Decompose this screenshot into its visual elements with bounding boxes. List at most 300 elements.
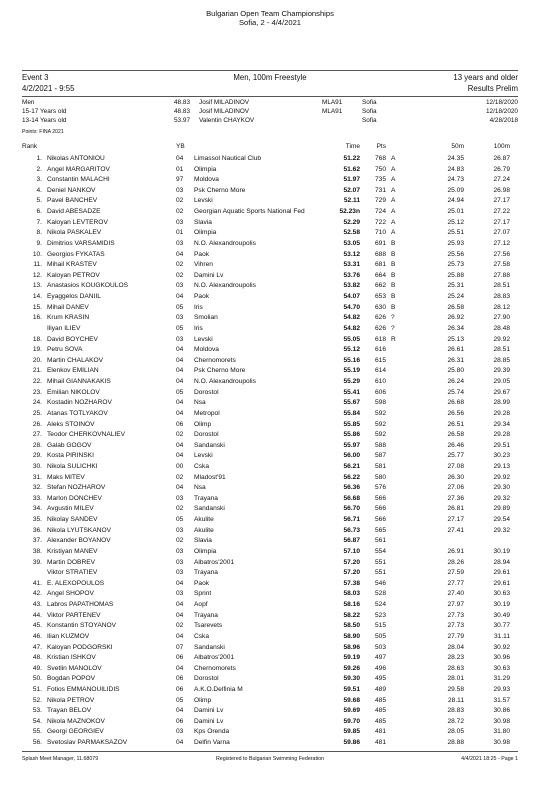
result-row	[0, 697, 540, 707]
result-split-100m: 28.51	[493, 346, 510, 354]
results-column-headers	[0, 143, 540, 153]
meet-subtitle: Sofia, 2 - 4/4/2021	[238, 18, 302, 27]
result-row	[0, 389, 540, 399]
result-row	[0, 357, 540, 367]
result-rank: 12.	[32, 271, 42, 279]
result-name: Kaloyan LEVTEROV	[47, 218, 108, 226]
result-row	[0, 229, 540, 239]
result-name: Mihail KRASTEV	[47, 261, 97, 269]
result-qualifier: A	[391, 176, 396, 184]
result-time: 55.86	[343, 431, 360, 439]
result-split-100m: 29.05	[493, 378, 510, 386]
result-name: Angel MARGARITOV	[47, 165, 110, 173]
result-rank: 46.	[32, 632, 42, 640]
result-split-50m: 26.51	[447, 420, 464, 428]
result-club: Akulite	[194, 526, 214, 534]
result-split-100m: 28.48	[493, 324, 510, 332]
result-club: N.O. Alexandroupolis	[194, 239, 256, 247]
result-name: Svetoslav PARMAKSAZOV	[47, 739, 128, 747]
result-row	[0, 654, 540, 664]
result-time: 58.90	[343, 632, 360, 640]
result-name: Nikola SULICHKI	[47, 462, 98, 470]
record-time: 48.83	[174, 108, 190, 115]
result-row	[0, 548, 540, 558]
result-rank: 39.	[32, 558, 42, 566]
result-row	[0, 336, 540, 346]
result-name: Viktor PARTENEV	[47, 611, 101, 619]
result-qualifier: B	[391, 271, 396, 279]
result-yb: 03	[176, 335, 184, 343]
result-name: Emilian NIKOLOV	[47, 388, 100, 396]
result-row	[0, 728, 540, 738]
result-points: 515	[374, 622, 386, 630]
result-split-100m: 28.99	[493, 399, 510, 407]
result-rank: 35.	[32, 516, 42, 524]
result-points: 565	[374, 526, 386, 534]
result-split-50m: 29.58	[447, 686, 464, 693]
result-yb: 02	[176, 622, 184, 630]
result-club: Olimpia	[194, 165, 217, 173]
footer-software: Splash Meet Manager, 11.68079	[22, 756, 99, 762]
result-yb: 02	[176, 431, 184, 439]
result-points: 503	[374, 643, 386, 651]
result-yb: 04	[176, 399, 184, 407]
result-points: 615	[374, 356, 386, 364]
result-yb: 04	[176, 409, 184, 417]
result-split-100m: 29.39	[493, 367, 510, 375]
result-yb: 03	[176, 186, 184, 194]
result-split-100m: 29.28	[493, 409, 510, 417]
result-split-100m: 30.96	[493, 654, 510, 662]
result-club: Nsa	[194, 484, 206, 492]
result-time: 57.10	[343, 547, 360, 555]
result-qualifier: B	[391, 293, 396, 301]
result-club: Akulite	[194, 516, 214, 524]
result-rank: 53.	[32, 707, 42, 715]
result-split-50m: 26.91	[447, 547, 464, 555]
result-row	[0, 559, 540, 569]
result-split-50m: 28.05	[447, 728, 464, 736]
record-date: 12/18/2020	[486, 99, 518, 106]
result-time: 51.97	[343, 176, 360, 184]
result-row	[0, 665, 540, 675]
result-rank: 6.	[36, 208, 42, 216]
result-club: Tsarevets	[194, 622, 223, 630]
result-rank: 33.	[32, 494, 42, 502]
result-points: 606	[374, 388, 386, 396]
result-points: 497	[374, 654, 386, 662]
result-points: 495	[374, 675, 386, 683]
result-split-50m: 28.01	[447, 675, 464, 683]
result-yb: 04	[176, 707, 184, 715]
result-rank: 8.	[36, 229, 42, 237]
record-time: 53.97	[174, 117, 190, 124]
result-club: Paok	[194, 293, 210, 301]
result-club: Levski	[194, 197, 213, 205]
result-name: Nikola PETROV	[47, 696, 95, 704]
result-yb: 04	[176, 611, 184, 619]
record-time: 48.83	[174, 99, 190, 106]
result-club: Olimpia	[194, 547, 217, 555]
col-50m: 50m	[451, 143, 464, 150]
result-time: 53.12	[343, 250, 360, 258]
event-description: Men, 100m Freestyle	[233, 73, 307, 82]
result-split-100m: 29.34	[493, 420, 510, 428]
result-split-50m: 25.51	[447, 229, 464, 237]
result-points: 688	[374, 250, 386, 258]
result-row	[0, 261, 540, 271]
result-row	[0, 644, 540, 654]
result-split-50m: 26.34	[447, 324, 464, 332]
result-club: Smolian	[194, 314, 218, 322]
result-points: 551	[374, 558, 386, 566]
result-club: Olimp	[194, 696, 212, 704]
result-time: 56.21	[343, 462, 360, 470]
result-time: 59.68	[343, 696, 360, 704]
result-yb: 02	[176, 537, 184, 545]
result-time: 51.62	[343, 165, 360, 173]
record-city: Sofia	[362, 117, 377, 124]
result-rank: 25.	[32, 409, 42, 417]
result-yb: 07	[176, 643, 184, 651]
result-split-50m: 27.41	[447, 526, 464, 534]
result-time: 59.26	[343, 664, 360, 672]
result-club: Iris	[194, 324, 203, 332]
result-split-100m: 26.79	[493, 165, 510, 173]
result-split-50m: 28.88	[447, 739, 464, 747]
result-rank: 49.	[32, 664, 42, 672]
result-club: Moldova	[194, 176, 219, 184]
result-yb: 03	[176, 569, 184, 577]
result-points: 653	[374, 293, 386, 301]
result-qualifier: B	[391, 282, 396, 290]
result-row	[0, 282, 540, 292]
result-yb: 01	[176, 165, 184, 173]
result-yb: 04	[176, 441, 184, 449]
result-points: 524	[374, 601, 386, 609]
result-split-50m: 26.81	[447, 505, 464, 513]
result-club: Vihren	[194, 261, 213, 269]
result-row	[0, 166, 540, 176]
result-club: Sandanski	[194, 505, 225, 513]
result-type: Results Prelim	[467, 84, 518, 93]
result-split-100m: 27.12	[493, 239, 510, 247]
result-split-50m: 27.17	[447, 516, 464, 524]
result-time: 52.29	[343, 218, 360, 226]
result-club: Sprint	[194, 590, 212, 598]
result-yb: 04	[176, 664, 184, 672]
result-name: Deniel NANKOV	[47, 186, 96, 194]
result-yb: 05	[176, 324, 184, 332]
result-name: Kaloyan PETROV	[47, 271, 100, 279]
result-time: 55.41	[343, 388, 360, 396]
result-club: Sandanski	[194, 441, 225, 449]
result-row	[0, 527, 540, 537]
result-points: 485	[374, 696, 386, 704]
result-club: Georgian Aquatic Sports National Fed	[194, 208, 305, 216]
result-points: 691	[374, 239, 386, 247]
divider-footer	[22, 751, 518, 752]
record-city: Sofia	[362, 99, 377, 106]
result-split-100m: 29.61	[493, 569, 510, 577]
result-yb: 03	[176, 282, 184, 290]
result-qualifier: ?	[391, 324, 395, 332]
result-points: 551	[374, 569, 386, 577]
result-split-100m: 29.61	[493, 579, 510, 587]
result-split-50m: 27.79	[447, 632, 464, 640]
result-points: 630	[374, 303, 386, 311]
result-split-50m: 26.58	[447, 431, 464, 439]
result-split-100m: 27.90	[493, 314, 510, 322]
result-yb: 03	[176, 314, 184, 322]
result-split-100m: 31.80	[493, 728, 510, 736]
result-split-100m: 27.17	[493, 197, 510, 205]
result-yb: 02	[176, 197, 184, 205]
result-rank: 55.	[32, 728, 42, 736]
result-qualifier: B	[391, 239, 396, 247]
result-row	[0, 421, 540, 431]
result-name: Petru SOVA	[47, 346, 83, 354]
result-yb: 04	[176, 601, 184, 609]
result-time: 51.22	[343, 155, 360, 162]
result-row	[0, 739, 540, 749]
col-yb: YB	[176, 143, 185, 150]
result-name: Dimitrios VARSAMIDIS	[47, 239, 115, 247]
result-row	[0, 601, 540, 611]
result-rank: 11.	[33, 261, 42, 269]
result-club: Olimp	[194, 420, 212, 428]
result-split-50m: 24.35	[447, 155, 464, 162]
result-rank: 48.	[32, 654, 42, 662]
result-split-100m: 28.85	[493, 356, 510, 364]
result-yb: 04	[176, 484, 184, 492]
result-split-50m: 24.83	[447, 165, 464, 173]
result-points: 610	[374, 378, 386, 386]
result-rank: 47.	[32, 643, 42, 651]
result-row	[0, 155, 540, 165]
result-qualifier: A	[391, 208, 396, 216]
result-points: 710	[374, 229, 386, 237]
result-name: Trayan BELOV	[47, 707, 92, 715]
result-club: Mladost'91	[194, 473, 226, 481]
result-split-100m: 30.77	[493, 622, 510, 630]
result-club: Cska	[194, 462, 210, 470]
result-row	[0, 197, 540, 207]
record-date: 12/18/2020	[486, 108, 518, 115]
result-time: 55.29	[343, 378, 360, 386]
result-yb: 04	[176, 155, 184, 162]
result-yb: 06	[176, 717, 184, 725]
result-split-50m: 26.46	[447, 441, 464, 449]
result-club: Cska	[194, 632, 210, 640]
result-row	[0, 569, 540, 579]
result-split-100m: 29.28	[493, 431, 510, 439]
result-club: Psk Cherno More	[194, 186, 246, 194]
result-club: Damini Lv	[194, 717, 224, 725]
result-split-50m: 27.59	[447, 569, 464, 577]
result-name: Pavel BANCHEV	[47, 197, 98, 205]
result-name: Nikola MAZNOKOV	[47, 717, 105, 725]
result-rank: 29.	[32, 452, 42, 460]
result-time: 54.70	[343, 303, 360, 311]
col-time: Time	[345, 143, 360, 150]
result-split-100m: 30.86	[493, 707, 510, 715]
result-time: 54.82	[343, 324, 360, 332]
result-rank: 50.	[32, 675, 42, 683]
result-yb: 03	[176, 494, 184, 502]
result-points: 729	[374, 197, 386, 205]
result-points: 496	[374, 664, 386, 672]
result-club: N.O. Alexandroupolis	[194, 378, 256, 386]
result-split-50m: 27.06	[447, 484, 464, 492]
result-split-100m: 30.63	[493, 664, 510, 672]
result-yb: 04	[176, 739, 184, 747]
result-qualifier: B	[391, 303, 396, 311]
result-points: 592	[374, 420, 386, 428]
result-name: Marlon DONCHEV	[47, 494, 102, 502]
result-time: 58.96	[343, 643, 360, 651]
result-name: Ilian KUZMOV	[47, 632, 90, 640]
result-split-50m: 25.88	[447, 271, 464, 279]
result-name: Angel SHOPOV	[47, 590, 94, 598]
result-rank: 20.	[32, 356, 42, 364]
result-split-50m: 25.74	[447, 388, 464, 396]
result-name: Mihail DANEV	[47, 303, 89, 311]
result-points: 768	[374, 155, 386, 162]
result-split-50m: 28.04	[447, 643, 464, 651]
result-split-100m: 30.92	[493, 643, 510, 651]
result-split-50m: 28.23	[447, 654, 464, 662]
result-name: Constantin MALACHI	[47, 176, 110, 184]
result-points: 618	[374, 335, 386, 343]
result-points: 528	[374, 590, 386, 598]
result-time: 56.68	[343, 494, 360, 502]
record-row	[0, 117, 540, 127]
result-name: Labros PAPATHOMAS	[47, 601, 114, 609]
result-split-50m: 24.94	[447, 197, 464, 205]
result-row	[0, 463, 540, 473]
result-yb: 06	[176, 686, 184, 693]
result-split-100m: 29.92	[493, 335, 510, 343]
result-points: 592	[374, 431, 386, 439]
footer-printed: 4/4/2021 18:25 - Page 1	[461, 756, 518, 762]
result-points: 523	[374, 611, 386, 619]
result-time: 56.22	[343, 473, 360, 481]
result-split-100m: 27.24	[493, 176, 510, 184]
result-name: David ABESADZE	[47, 208, 101, 216]
result-time: 55.19	[343, 367, 360, 375]
result-rank: 43.	[32, 601, 42, 609]
result-points: 626	[374, 324, 386, 332]
result-rank: 41.	[32, 579, 42, 587]
result-rank: 5.	[36, 197, 42, 205]
result-club: Slavia	[194, 537, 212, 545]
result-name: Elenkov EMILIAN	[47, 367, 99, 375]
result-time: 55.16	[343, 356, 360, 364]
result-rank: 7.	[36, 218, 42, 226]
result-split-50m: 25.77	[447, 452, 464, 460]
result-rank: 13.	[32, 282, 42, 290]
result-split-100m: 29.32	[493, 494, 510, 502]
result-yb: 04	[176, 579, 184, 587]
result-row	[0, 580, 540, 590]
result-time: 53.31	[343, 261, 360, 269]
result-row	[0, 633, 540, 643]
result-name: Aleks STOINOV	[47, 420, 95, 428]
result-points: 481	[374, 739, 386, 747]
result-split-100m: 27.58	[493, 261, 510, 269]
result-rank: 24.	[32, 399, 42, 407]
result-time: 59.85	[343, 728, 360, 736]
result-split-100m: 26.87	[493, 155, 510, 162]
result-time: 54.07	[343, 293, 360, 301]
result-row	[0, 240, 540, 250]
result-split-50m: 26.56	[447, 409, 464, 417]
result-row	[0, 293, 540, 303]
result-club: A.K.O.Delfinia M	[194, 686, 243, 693]
result-name: Nikolay SANDEV	[47, 516, 98, 524]
result-club: Levski	[194, 335, 213, 343]
result-club: Delfin Varna	[194, 739, 230, 747]
result-split-50m: 28.83	[447, 707, 464, 715]
result-points: 576	[374, 484, 386, 492]
result-club: Kps Orenda	[194, 728, 230, 736]
result-yb: 04	[176, 346, 184, 354]
result-club: Aopf	[194, 601, 208, 609]
result-split-50m: 25.56	[447, 250, 464, 258]
result-qualifier: A	[391, 155, 396, 162]
result-row	[0, 484, 540, 494]
result-row	[0, 442, 540, 452]
result-time: 59.19	[343, 654, 360, 662]
result-name: Kosta PIRINSKI	[47, 452, 94, 460]
result-time: 53.05	[343, 239, 360, 247]
record-label: Men	[22, 99, 35, 106]
result-rank: 23.	[32, 388, 42, 396]
result-points: 581	[374, 462, 386, 470]
result-split-100m: 29.32	[493, 526, 510, 534]
result-split-50m: 26.30	[447, 473, 464, 481]
result-time: 56.87	[343, 537, 360, 545]
result-split-50m: 27.97	[447, 601, 464, 609]
result-split-100m: 29.92	[493, 473, 510, 481]
result-rank: 22.	[32, 378, 42, 386]
result-club: Damini Lv	[194, 707, 224, 715]
result-rank: 34.	[32, 505, 42, 513]
result-yb: 06	[176, 675, 184, 683]
result-split-50m: 26.24	[447, 378, 464, 386]
result-qualifier: B	[391, 261, 396, 269]
result-split-50m: 25.93	[447, 239, 464, 247]
result-time: 55.12	[343, 346, 360, 354]
result-split-50m: 28.63	[447, 664, 464, 672]
result-row	[0, 219, 540, 229]
result-name: Krum KRASIN	[47, 314, 90, 322]
result-yb: 03	[176, 558, 184, 566]
result-split-50m: 28.11	[447, 696, 464, 704]
result-row	[0, 367, 540, 377]
col-100m: 100m	[493, 143, 510, 150]
result-row	[0, 346, 540, 356]
result-split-50m: 25.31	[447, 282, 464, 290]
result-yb: 05	[176, 303, 184, 311]
result-split-100m: 29.51	[493, 441, 510, 449]
result-yb: 05	[176, 388, 184, 396]
record-label: 15-17 Years old	[22, 108, 67, 115]
result-rank: 52.	[32, 696, 42, 704]
result-name: David BOYCHEV	[47, 335, 98, 343]
meet-title: Bulgarian Open Team Championships	[206, 9, 334, 18]
